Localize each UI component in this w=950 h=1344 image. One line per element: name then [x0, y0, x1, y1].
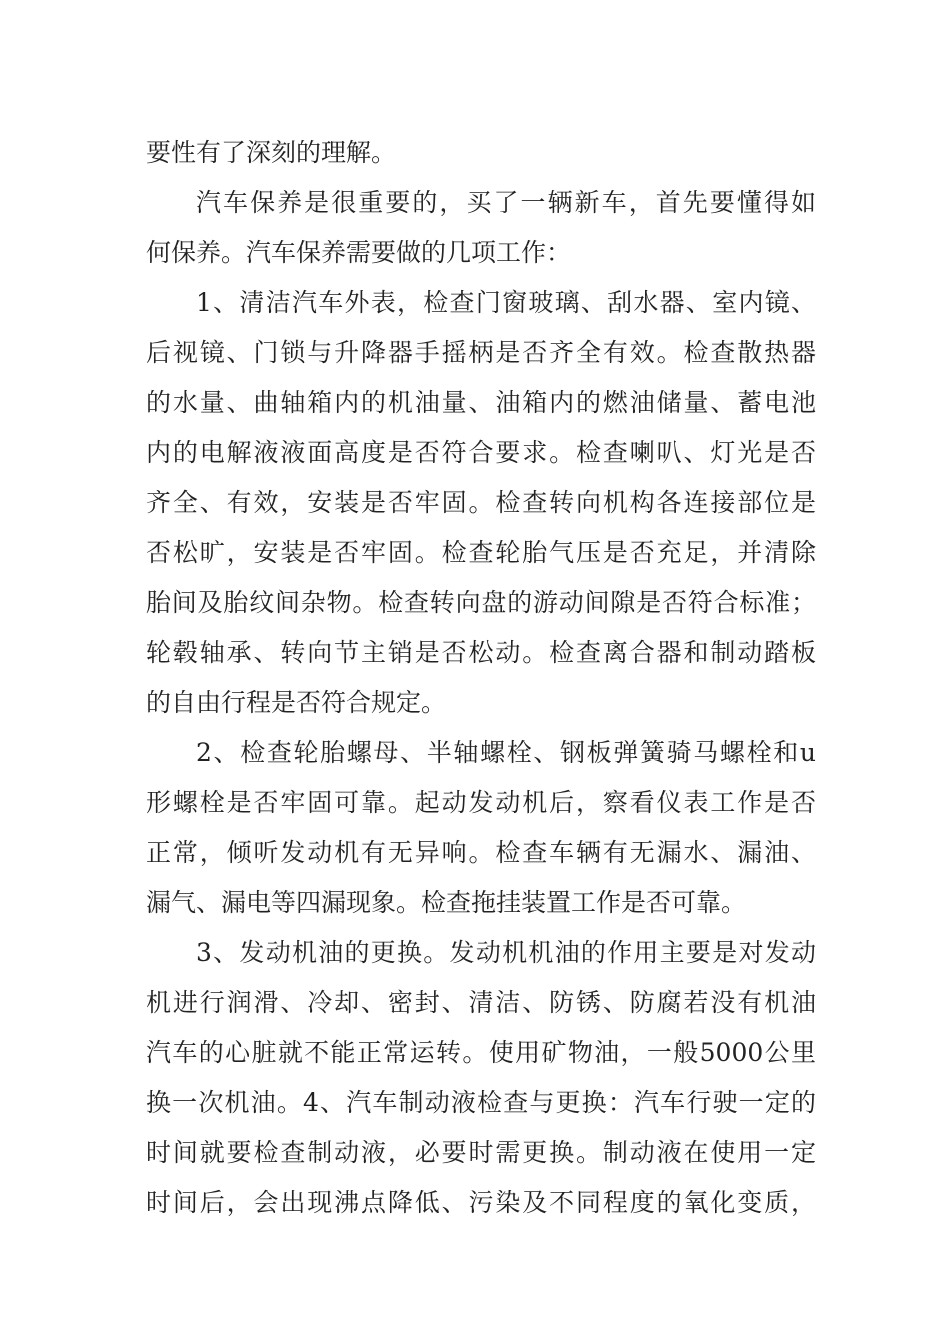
paragraph-line: 2、检查轮胎螺母、半轴螺栓、钢板弹簧骑马螺栓和u: [196, 738, 816, 767]
text-line: 何保养。汽车保养需要做的几项工作：: [146, 238, 572, 267]
text-line: 时间就要检查制动液，必要时需更换。制动液在使用一定: [146, 1138, 816, 1167]
paragraph-line: 1、清洁汽车外表，检查门窗玻璃、刮水器、室内镜、: [196, 288, 816, 317]
text-line: 的水量、曲轴箱内的机油量、油箱内的燃油储量、蓄电池: [146, 388, 816, 417]
text-line: 正常，倾听发动机有无异响。检查车辆有无漏水、漏油、: [146, 838, 816, 867]
paragraph-line: 3、发动机油的更换。发动机机油的作用主要是对发动: [196, 938, 816, 967]
text-line: 齐全、有效，安装是否牢固。检查转向机构各连接部位是: [146, 488, 816, 517]
text-line: 换一次机油。4、汽车制动液检查与更换：汽车行驶一定的: [146, 1088, 816, 1117]
text-line: 机进行润滑、冷却、密封、清洁、防锈、防腐若没有机油: [146, 988, 816, 1017]
text-line: 否松旷，安装是否牢固。检查轮胎气压是否充足，并清除: [146, 538, 816, 567]
text-line: 汽车的心脏就不能正常运转。使用矿物油，一般5000公里: [146, 1038, 816, 1067]
text-line: 漏气、漏电等四漏现象。检查拖挂装置工作是否可靠。: [146, 888, 747, 917]
text-line: 要性有了深刻的理解。: [146, 138, 397, 167]
text-line: 的自由行程是否符合规定。: [146, 688, 447, 717]
text-line: 形螺栓是否牢固可靠。起动发动机后，察看仪表工作是否: [146, 788, 816, 817]
text-line: 内的电解液液面高度是否符合要求。检查喇叭、灯光是否: [146, 438, 816, 467]
document-body: [146, 128, 816, 1228]
text-line: 轮毂轴承、转向节主销是否松动。检查离合器和制动踏板: [146, 638, 816, 667]
paragraph-line: 汽车保养是很重要的，买了一辆新车，首先要懂得如: [196, 188, 816, 217]
text-line: 后视镜、门锁与升降器手摇柄是否齐全有效。检查散热器: [146, 338, 816, 367]
text-line: 时间后，会出现沸点降低、污染及不同程度的氧化变质，: [146, 1188, 816, 1217]
text-line: 胎间及胎纹间杂物。检查转向盘的游动间隙是否符合标准；: [146, 588, 816, 617]
